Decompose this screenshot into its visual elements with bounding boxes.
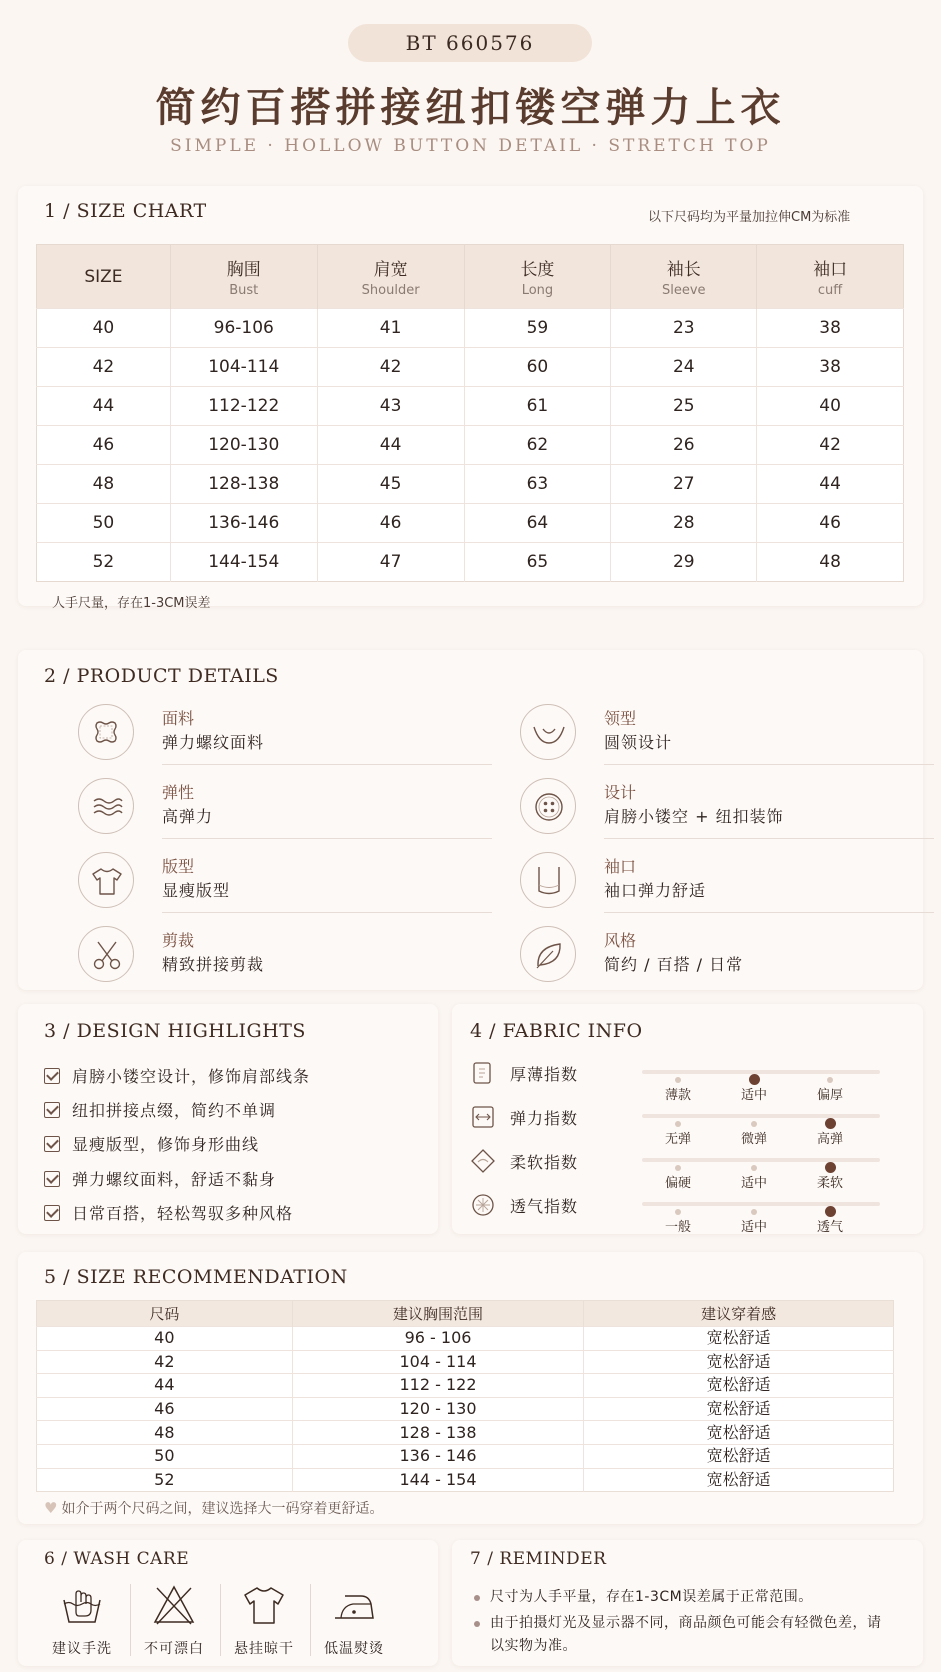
highlight-item: 纽扣拼接点缀，简约不单调 (44, 1098, 276, 1121)
table-cell: 46 (317, 504, 464, 543)
table-cell: 104 - 114 (292, 1350, 584, 1374)
product-details-title: 2 / PRODUCT DETAILS (44, 665, 279, 687)
table-cell: 24 (611, 348, 757, 387)
table-cell: 宽松舒适 (584, 1421, 894, 1445)
table-cell: 128-138 (170, 465, 317, 504)
table-cell: 40 (757, 387, 904, 426)
level-tick (751, 1209, 757, 1215)
table-cell: 44 (757, 465, 904, 504)
table-cell: 23 (611, 309, 757, 348)
table-cell: 宽松舒适 (584, 1374, 894, 1398)
fabric-row-softness: 柔软指数 偏硬 适中 柔软 (470, 1148, 890, 1188)
column-header-shoulder: 肩宽 Shoulder (317, 245, 464, 309)
no-bleach-icon (151, 1582, 197, 1628)
level-label: 微弹 (740, 1132, 767, 1147)
table-cell: 44 (317, 426, 464, 465)
cuff-icon (531, 863, 567, 899)
fabric-row-stretch: 弹力指数 无弹 微弹 高弹 (470, 1104, 890, 1144)
table-cell: 136 - 146 (292, 1444, 584, 1468)
table-cell: 42 (757, 426, 904, 465)
wash-care-title: 6 / WASH CARE (44, 1549, 190, 1569)
check-icon (44, 1171, 60, 1187)
fabric-row-breathability: 透气指数 一般 适中 透气 (470, 1192, 890, 1232)
column-header-long: 长度 Long (464, 245, 611, 309)
table-row (37, 1397, 894, 1421)
reminder-item: 尺寸为人手平量，存在1-3CM误差属于正常范围。 (474, 1586, 894, 1609)
product-code-badge: BT 660576 (348, 24, 592, 62)
level-label: 柔软 (816, 1176, 843, 1191)
table-cell: 50 (37, 1444, 293, 1468)
detail-item-cuff: 袖口 袖口弹力舒适 (520, 848, 890, 920)
neckline-icon (531, 715, 567, 751)
table-row (37, 1350, 894, 1374)
level-label: 偏硬 (664, 1176, 691, 1191)
table-cell: 44 (37, 387, 171, 426)
table-cell: 42 (37, 1350, 293, 1374)
leaf-icon (531, 937, 567, 973)
table-cell: 96 - 106 (292, 1327, 584, 1351)
heart-icon: ♥ (44, 1499, 58, 1517)
table-cell: 26 (611, 426, 757, 465)
detail-item-neckline: 领型 圆领设计 (520, 700, 890, 772)
table-cell: 50 (37, 504, 171, 543)
low-iron-icon (331, 1582, 377, 1628)
table-cell: 120 - 130 (292, 1397, 584, 1421)
size-chart-table (36, 244, 904, 582)
level-tick (751, 1121, 757, 1127)
table-cell: 47 (317, 543, 464, 582)
level-label: 薄款 (664, 1088, 691, 1103)
table-row (37, 1374, 894, 1398)
table-cell: 52 (37, 543, 171, 582)
table-cell: 38 (757, 348, 904, 387)
table-cell: 60 (464, 348, 611, 387)
table-row (37, 465, 904, 504)
table-cell: 104-114 (170, 348, 317, 387)
level-label: 透气 (816, 1220, 843, 1235)
table-cell: 42 (37, 348, 171, 387)
wash-item-low-iron: 低温熨烫 (310, 1582, 398, 1658)
table-cell: 宽松舒适 (584, 1327, 894, 1351)
page-subtitle: SIMPLE · HOLLOW BUTTON DETAIL · STRETCH TOP (170, 136, 771, 156)
level-label: 无弹 (664, 1132, 691, 1147)
size-recommendation-title: 5 / SIZE RECOMMENDATION (44, 1266, 348, 1288)
size-chart-note: 以下尺码均为平量加拉伸CM为标准 (648, 210, 851, 225)
table-cell: 38 (757, 309, 904, 348)
fabric-swatch-icon (89, 715, 125, 751)
detail-item-fabric: 面料 弹力螺纹面料 (78, 700, 448, 772)
tshirt-icon (89, 863, 125, 899)
wash-item-hand-wash: 建议手洗 (38, 1582, 126, 1658)
design-highlights-title: 3 / DESIGN HIGHLIGHTS (44, 1020, 306, 1042)
level-tick (827, 1077, 833, 1083)
level-label: 高弹 (816, 1132, 843, 1147)
table-row (37, 348, 904, 387)
column-header-bust-range: 建议胸围范围 (292, 1301, 584, 1327)
table-row (37, 1421, 894, 1445)
table-cell: 45 (317, 465, 464, 504)
level-tick (675, 1165, 681, 1171)
table-cell: 112-122 (170, 387, 317, 426)
table-row (37, 426, 904, 465)
softness-icon (470, 1148, 496, 1174)
level-tick (675, 1209, 681, 1215)
table-row (37, 504, 904, 543)
column-header-bust: 胸围 Bust (170, 245, 317, 309)
table-row (37, 1444, 894, 1468)
table-cell: 29 (611, 543, 757, 582)
breathability-icon (470, 1192, 496, 1218)
scissors-icon (89, 937, 125, 973)
table-cell: 宽松舒适 (584, 1350, 894, 1374)
fabric-info-title: 4 / FABRIC INFO (470, 1020, 643, 1042)
table-cell: 宽松舒适 (584, 1444, 894, 1468)
table-cell: 48 (37, 1421, 293, 1445)
table-cell: 128 - 138 (292, 1421, 584, 1445)
level-label: 适中 (740, 1220, 767, 1235)
table-cell: 46 (37, 1397, 293, 1421)
table-cell: 120-130 (170, 426, 317, 465)
wash-item-hang-dry: 悬挂晾干 (220, 1582, 308, 1658)
check-icon (44, 1205, 60, 1221)
table-cell: 27 (611, 465, 757, 504)
column-header-size: 尺码 (37, 1301, 293, 1327)
detail-item-stretch: 弹性 高弹力 (78, 774, 448, 846)
level-label: 适中 (740, 1176, 767, 1191)
table-cell: 144 - 154 (292, 1468, 584, 1492)
table-row (37, 1468, 894, 1492)
column-header-fit-feel: 建议穿着感 (584, 1301, 894, 1327)
stretch-icon (470, 1104, 496, 1130)
size-tip: ♥ 如介于两个尺码之间，建议选择大一码穿着更舒适。 (44, 1499, 384, 1517)
highlight-item: 日常百搭，轻松驾驭多种风格 (44, 1201, 293, 1224)
level-tick (751, 1165, 757, 1171)
table-cell: 64 (464, 504, 611, 543)
table-cell: 48 (37, 465, 171, 504)
table-cell: 28 (611, 504, 757, 543)
table-cell: 40 (37, 309, 171, 348)
column-header-size: SIZE (37, 245, 171, 309)
table-cell: 宽松舒适 (584, 1468, 894, 1492)
table-cell: 42 (317, 348, 464, 387)
check-icon (44, 1136, 60, 1152)
highlight-item: 弹力螺纹面料，舒适不黏身 (44, 1167, 276, 1190)
level-label: 适中 (740, 1088, 767, 1103)
highlight-item: 显瘦版型，修饰身形曲线 (44, 1132, 259, 1155)
level-tick (675, 1077, 681, 1083)
table-cell: 43 (317, 387, 464, 426)
reminder-item: 由于拍摄灯光及显示器不同，商品颜色可能会有轻微色差，请以实物为准。 (474, 1612, 894, 1658)
detail-item-style: 风格 简约 / 百搭 / 日常 (520, 922, 890, 994)
detail-item-design: 设计 肩膀小镂空 + 纽扣装饰 (520, 774, 890, 846)
check-icon (44, 1102, 60, 1118)
table-cell: 48 (757, 543, 904, 582)
table-cell: 40 (37, 1327, 293, 1351)
hang-dry-icon (241, 1582, 287, 1628)
table-cell: 25 (611, 387, 757, 426)
table-cell: 宽松舒适 (584, 1397, 894, 1421)
size-chart-footnote: 人手尺量，存在1-3CM误差 (52, 596, 211, 611)
table-cell: 112 - 122 (292, 1374, 584, 1398)
table-row (37, 309, 904, 348)
level-label: 一般 (664, 1220, 691, 1235)
wash-item-no-bleach: 不可漂白 (130, 1582, 218, 1658)
reminder-title: 7 / REMINDER (470, 1549, 607, 1569)
table-row (37, 543, 904, 582)
table-header-row (37, 245, 904, 309)
table-cell: 61 (464, 387, 611, 426)
highlight-item: 肩膀小镂空设计，修饰肩部线条 (44, 1064, 310, 1087)
table-cell: 144-154 (170, 543, 317, 582)
level-tick (675, 1121, 681, 1127)
page-title: 简约百搭拼接纽扣镂空弹力上衣 (155, 84, 786, 131)
column-header-cuff: 袖口 cuff (757, 245, 904, 309)
table-cell: 63 (464, 465, 611, 504)
table-cell: 46 (757, 504, 904, 543)
detail-item-fit: 版型 显瘦版型 (78, 848, 448, 920)
size-recommendation-table (36, 1300, 894, 1492)
table-cell: 65 (464, 543, 611, 582)
table-cell: 44 (37, 1374, 293, 1398)
hand-wash-icon (59, 1582, 105, 1628)
table-header-row (37, 1301, 894, 1327)
table-cell: 46 (37, 426, 171, 465)
button-icon (531, 789, 567, 825)
column-header-sleeve: 袖长 Sleeve (611, 245, 757, 309)
table-cell: 52 (37, 1468, 293, 1492)
table-cell: 62 (464, 426, 611, 465)
stretch-waves-icon (89, 789, 125, 825)
fabric-row-thickness: 厚薄指数 薄款 适中 偏厚 (470, 1060, 890, 1100)
table-cell: 136-146 (170, 504, 317, 543)
size-chart-title: 1 / SIZE CHART (44, 200, 207, 222)
check-icon (44, 1068, 60, 1084)
page-header (0, 0, 941, 180)
table-row (37, 1327, 894, 1351)
detail-item-cut: 剪裁 精致拼接剪裁 (78, 922, 448, 994)
thickness-icon (470, 1060, 496, 1086)
level-label: 偏厚 (816, 1088, 843, 1103)
table-cell: 59 (464, 309, 611, 348)
table-cell: 96-106 (170, 309, 317, 348)
table-row (37, 387, 904, 426)
table-cell: 41 (317, 309, 464, 348)
